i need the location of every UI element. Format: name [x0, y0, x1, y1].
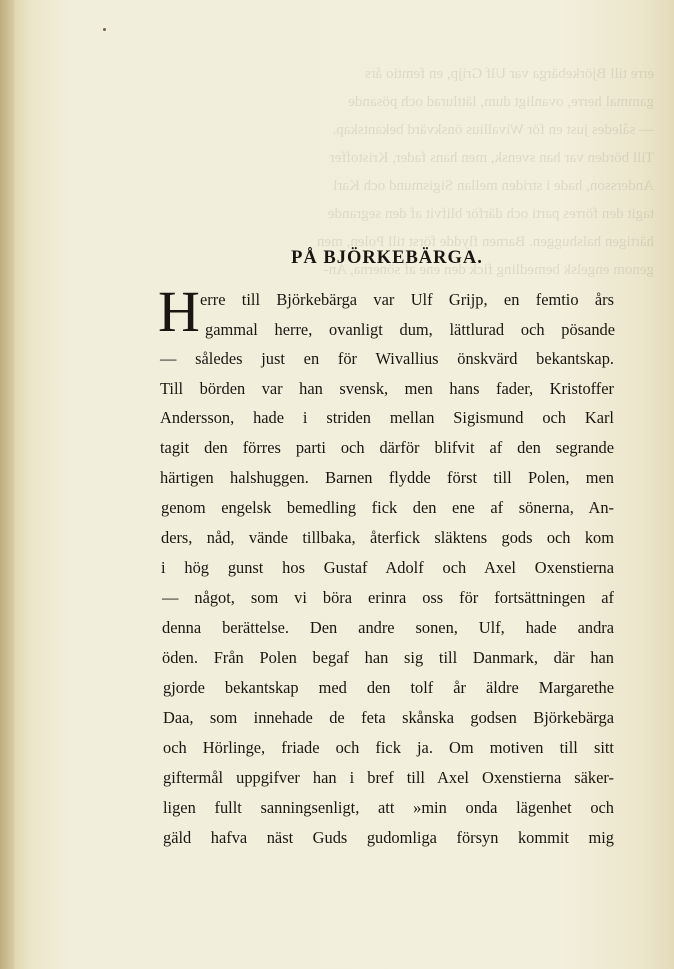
- text-line: denna berättelse. Den andre sonen, Ulf, hade andra: [162, 618, 614, 637]
- text-line: giftermål uppgifver han i bref till Axel Oxenstierna säker-: [163, 768, 614, 787]
- text-line: — således just en för Wivallius önskvärd bekantskap.: [160, 349, 614, 368]
- text-line: gäld hafva näst Guds gudomliga försyn kommit mig: [163, 828, 614, 847]
- text-line: härtigen halshuggen. Barnen flydde först till Polen, men: [160, 468, 614, 487]
- show-through-texture: erre till Björkebärga var Ulf Grijp, en femtio års gammal herre, ovanligt dum, lättlurad och pösande — således just en för Wivallius önskvärd bekantskap. Till börden var han svensk, men hans fader, Kristoffer Andersson, hade i striden mellan Sigismund och Karl tagit den förres parti och därför blifvit af den segrande härtigen halshuggen. Barnen flydde först till Polen, men genom engelsk bemedling fick den ene af sönerna, An-: [316, 66, 654, 278]
- text-line: ders, nåd, vände tillbaka, återfick släktens gods och kom: [161, 528, 614, 547]
- paper-speck: [103, 28, 106, 31]
- drop-cap: H: [158, 279, 200, 344]
- text-line: Till börden var han svensk, men hans fader, Kristoffer: [160, 379, 614, 398]
- text-line: och Hörlinge, friade och fick ja. Om motiven till sitt: [163, 738, 614, 757]
- text-line: Andersson, hade i striden mellan Sigismund och Karl: [160, 408, 614, 427]
- text-line: — något, som vi böra erinra oss för fortsättningen af: [162, 588, 614, 607]
- text-line: gjorde bekantskap med den tolf år äldre Margarethe: [163, 678, 614, 697]
- text-line: öden. Från Polen begaf han sig till Danmark, där han: [162, 648, 614, 667]
- text-line: gammal herre, ovanligt dum, lättlurad och pösande: [205, 320, 615, 339]
- text-line: Daa, som innehade de feta skånska godsen Björkebärga: [163, 708, 614, 727]
- text-line: i hög gunst hos Gustaf Adolf och Axel Oxenstierna: [161, 558, 614, 577]
- text-line: tagit den förres parti och därför blifvit af den segrande: [160, 438, 614, 457]
- book-spine-shadow: [0, 0, 14, 969]
- text-line: erre till Björkebärga var Ulf Grijp, en femtio års: [200, 290, 614, 309]
- text-line: ligen fullt sanningsenligt, att »min onda lägenhet och: [163, 798, 614, 817]
- text-line: genom engelsk bemedling fick den ene af sönerna, An-: [161, 498, 614, 517]
- chapter-title: PÅ BJÖRKEBÄRGA.: [291, 248, 483, 268]
